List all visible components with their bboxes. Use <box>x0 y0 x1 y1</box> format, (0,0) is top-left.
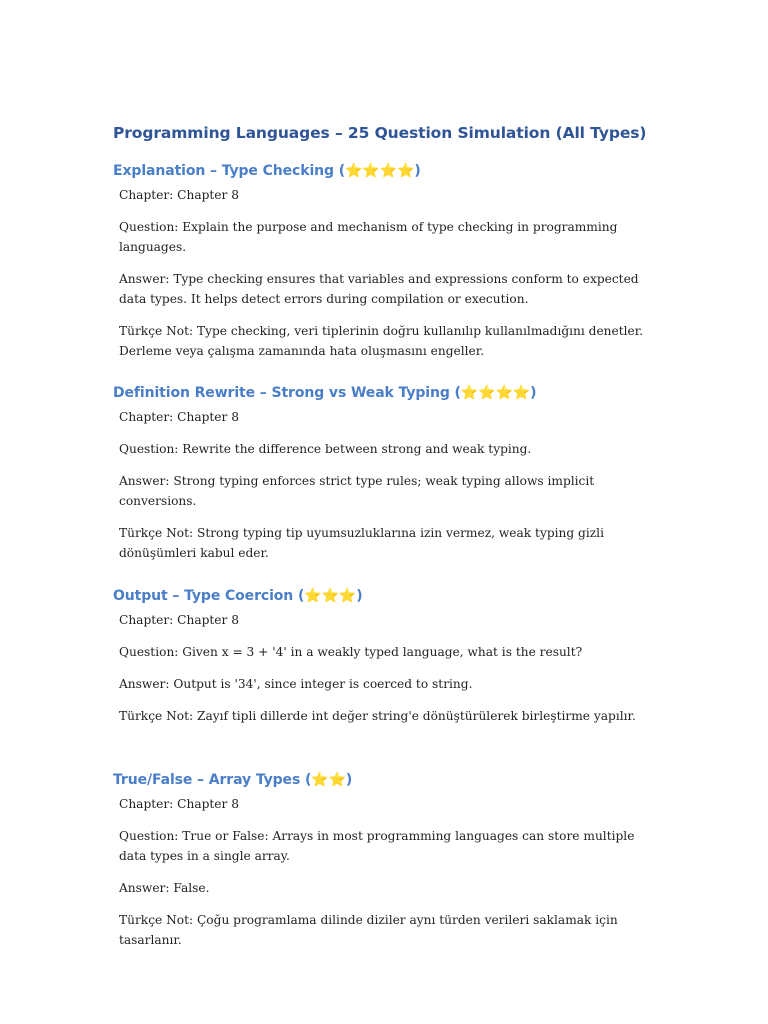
question-text: Question: Explain the purpose and mechanism of type checking in programming languages. <box>119 220 618 254</box>
answer-text: Answer: Type checking ensures that variables and expressions conform to expected data types. It helps detect errors during compilation or execution. <box>119 272 639 306</box>
answer-text: Answer: False. <box>119 881 210 895</box>
question-text: Question: Given x = 3 + '4' in a weakly typed language, what is the result? <box>119 645 583 659</box>
document-title: Programming Languages – 25 Question Simulation (All Types) <box>113 124 647 142</box>
section-array-types <box>113 771 658 962</box>
chapter-line: Chapter: Chapter 8 <box>119 797 239 811</box>
chapter-line: Chapter: Chapter 8 <box>119 410 239 424</box>
section-heading: Explanation – Type Checking (⭐⭐⭐⭐) <box>113 163 421 179</box>
chapter-line: Chapter: Chapter 8 <box>119 188 239 202</box>
section-heading: True/False – Array Types (⭐⭐) <box>113 772 353 788</box>
section-type-checking <box>113 162 658 373</box>
turkish-note: Türkçe Not: Zayıf tipli dillerde int değer string'e dönüştürülerek birleştirme yapılır. <box>119 709 636 723</box>
section-heading: Definition Rewrite – Strong vs Weak Typing (⭐⭐⭐⭐) <box>113 385 537 401</box>
answer-text: Answer: Strong typing enforces strict type rules; weak typing allows implicit conversions. <box>119 474 595 508</box>
chapter-line: Chapter: Chapter 8 <box>119 613 239 627</box>
turkish-note: Türkçe Not: Çoğu programlama dilinde diziler aynı türden verileri saklamak için tasarlanır. <box>119 913 618 947</box>
answer-text: Answer: Output is '34', since integer is coerced to string. <box>119 677 473 691</box>
turkish-note: Türkçe Not: Type checking, veri tiplerinin doğru kullanılıp kullanılmadığını denetler. Derleme veya çalışma zamanında hata oluşmasını engeller. <box>119 324 644 358</box>
question-text: Question: True or False: Arrays in most programming languages can store multiple data types in a single array. <box>119 829 635 863</box>
section-type-coercion <box>113 587 658 738</box>
question-text: Question: Rewrite the difference between strong and weak typing. <box>119 442 532 456</box>
section-heading: Output – Type Coercion (⭐⭐⭐) <box>113 588 363 604</box>
turkish-note: Türkçe Not: Strong typing tip uyumsuzluklarına izin vermez, weak typing gizli dönüşümleri kabul eder. <box>119 526 604 560</box>
section-strong-weak-typing <box>113 384 658 575</box>
